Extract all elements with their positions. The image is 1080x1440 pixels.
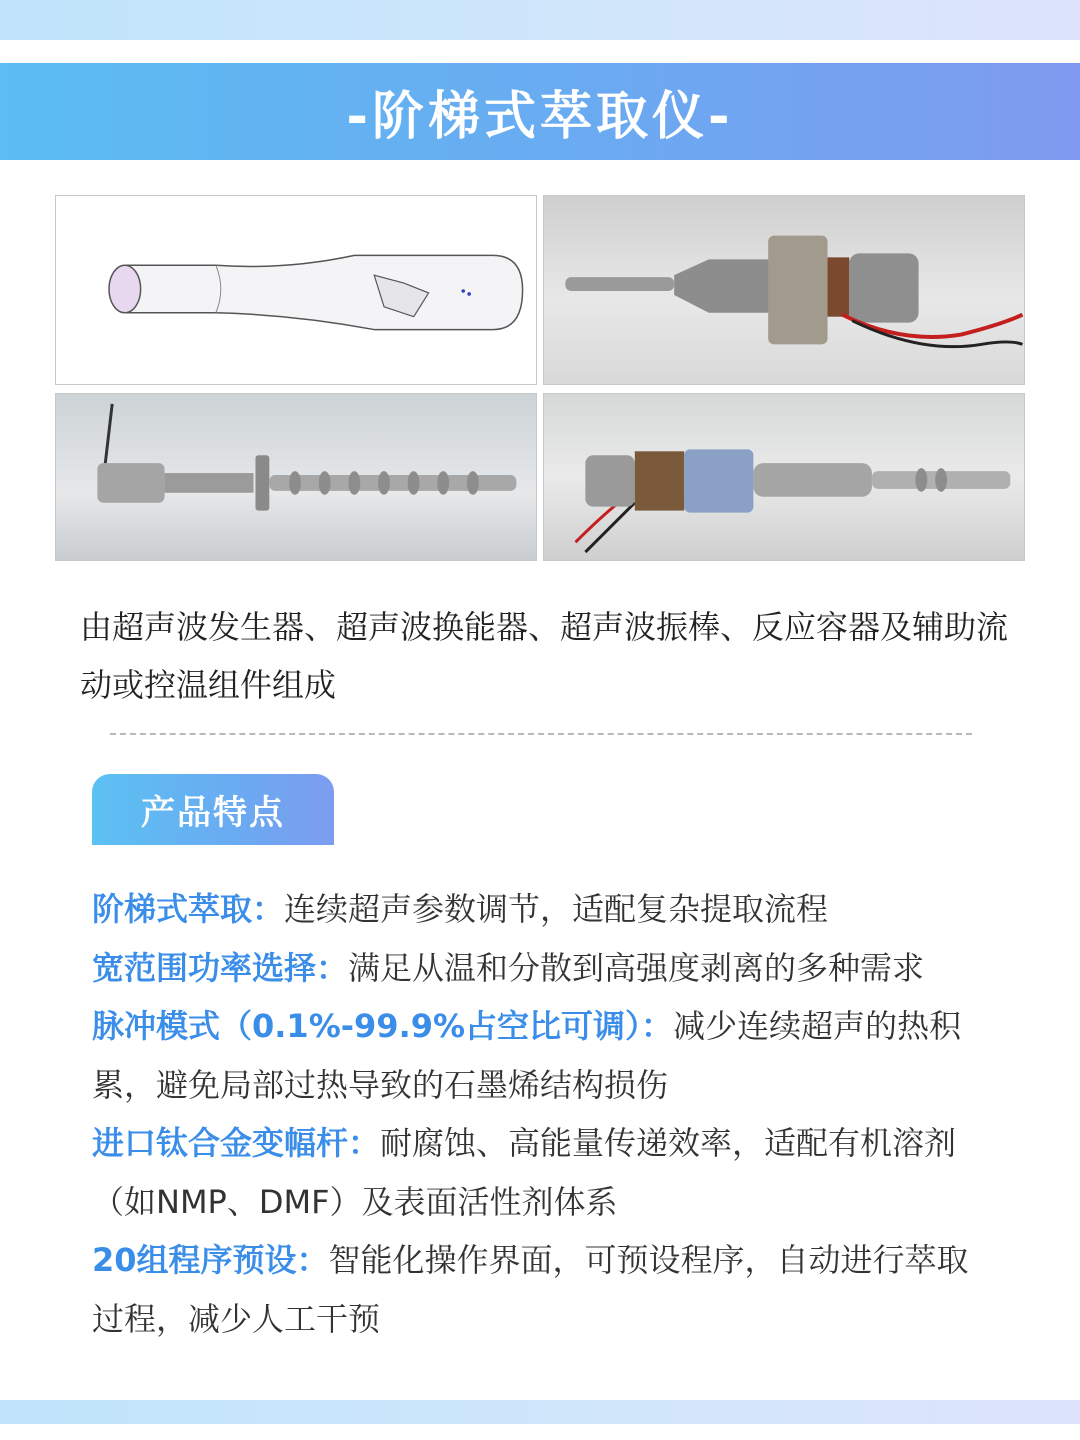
feature-title: 宽范围功率选择： (92, 948, 349, 987)
feature-title: 阶梯式萃取： (92, 890, 285, 928)
top-decor-strip (0, 0, 1080, 40)
section-tab-label: 产品特点 (141, 793, 285, 833)
intro-text: 由超声波发生器、超声波换能器、超声波振棒、反应容器及辅助流动或控温组件组成 (80, 608, 1009, 704)
feature-text: 减少连续超声的热积累，避免局部过热导致的石墨烯结构损伤 (92, 1007, 962, 1104)
section-tab-product-features (92, 774, 334, 845)
header-banner (0, 63, 1080, 160)
page-title: -阶梯式萃取仪- (346, 87, 734, 147)
feature-text: 连续超声参数调节，适配复杂提取流程 (284, 890, 829, 928)
photo-probe-with-cable (543, 393, 1025, 561)
product-photo-grid (55, 195, 1025, 561)
photo-stepped-rod-assembly (55, 393, 537, 561)
cad-rendering-of-horn (55, 195, 537, 385)
feature-list (92, 880, 992, 1348)
cad-horn-illustration (56, 196, 536, 384)
feature-title: 20组程序预设： (92, 1241, 329, 1279)
stepped-rod-illustration (56, 394, 536, 560)
feature-text: 耐腐蚀、高能量传递效率，适配有机溶剂（如NMP、DMF）及表面活性剂体系 (92, 1124, 957, 1221)
transducer-probe-illustration (544, 196, 1024, 384)
dashed-divider (110, 733, 972, 735)
feature-item (92, 1114, 992, 1231)
bottom-decor-strip (0, 1400, 1080, 1424)
feature-title: 脉冲模式（0.1%-99.9%占空比可调）： (92, 1007, 674, 1045)
photo-transducer-probe (543, 195, 1025, 385)
feature-text: 智能化操作界面，可预设程序，自动进行萃取过程，减少人工干预 (92, 1241, 969, 1338)
probe-cable-illustration (544, 394, 1024, 560)
feature-title: 进口钛合金变幅杆： (92, 1124, 381, 1162)
feature-item (92, 997, 992, 1114)
feature-item (92, 1231, 992, 1348)
feature-text: 满足从温和分散到高强度剥离的多种需求 (348, 948, 925, 987)
feature-item (92, 939, 992, 998)
feature-item (92, 880, 992, 939)
